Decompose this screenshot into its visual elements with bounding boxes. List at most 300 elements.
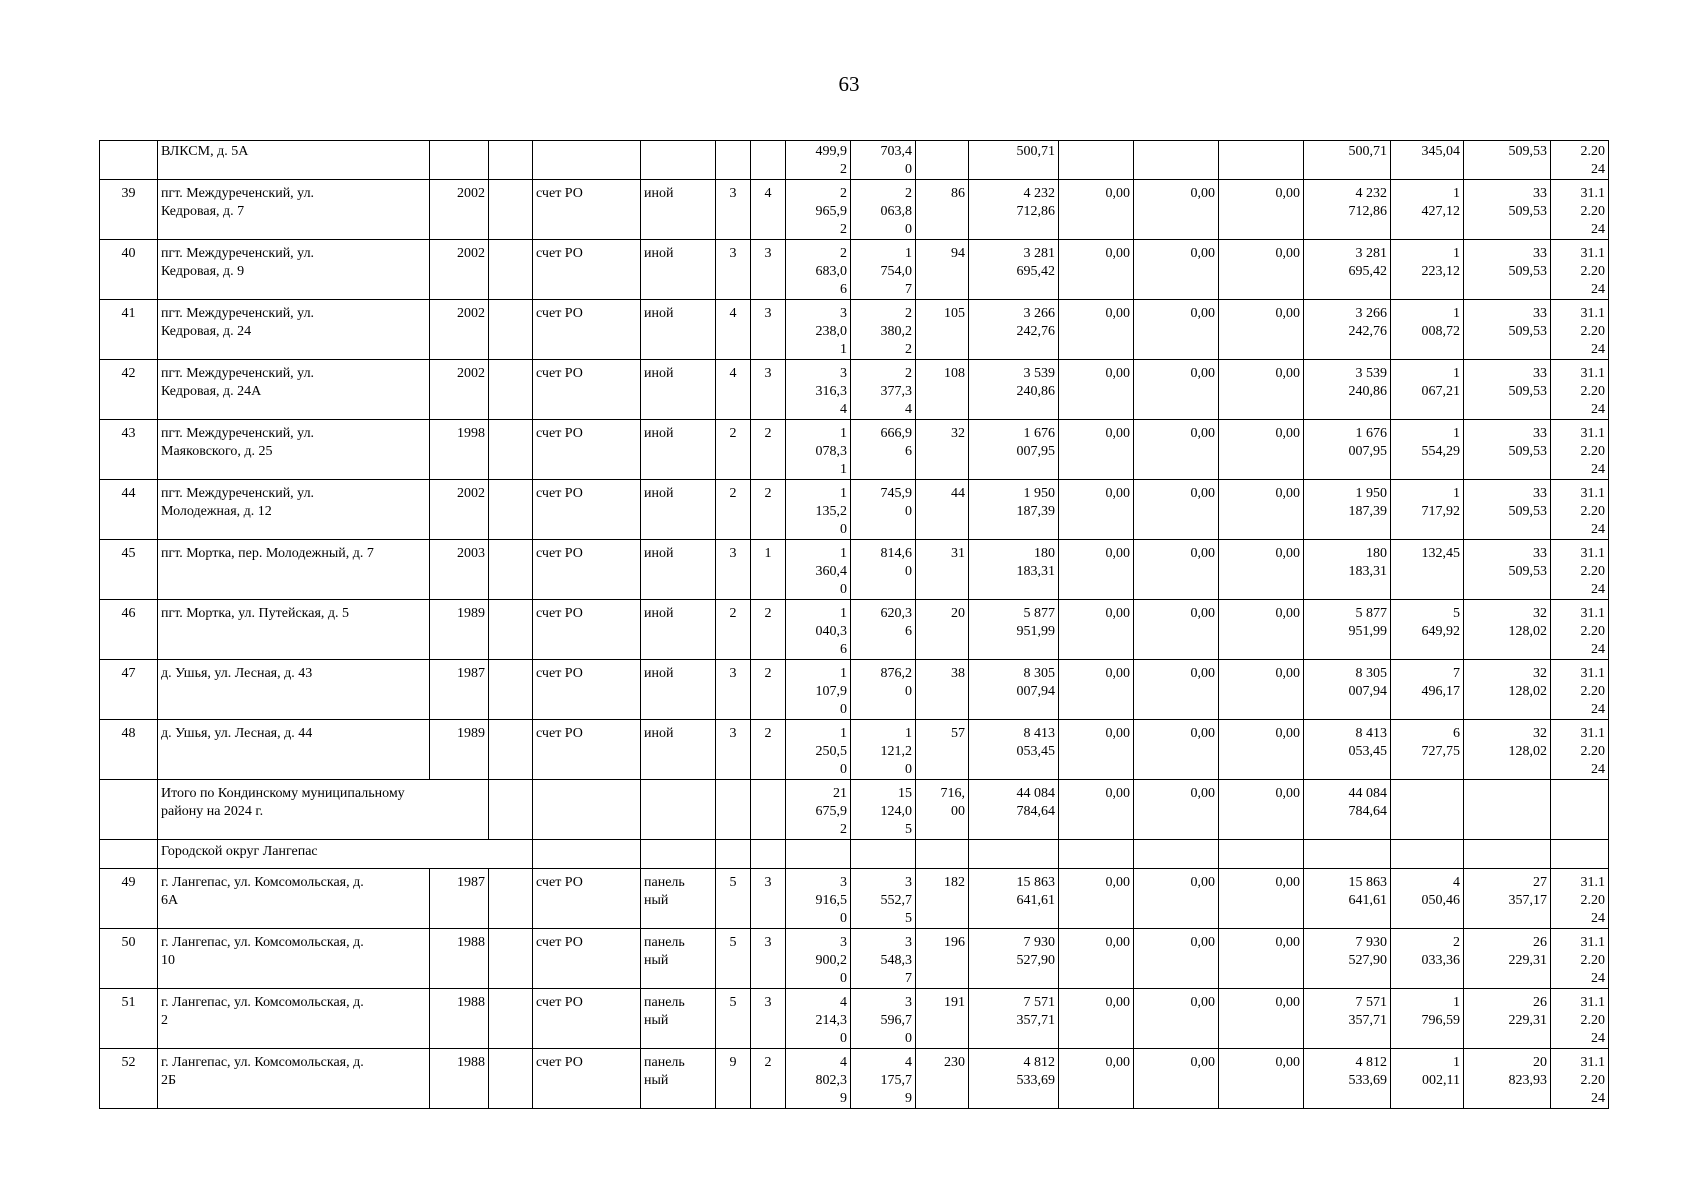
value-cell-c13-line: 0,00 [1190,875,1215,890]
empty-cell [489,300,533,360]
value-cell-c13 [1134,540,1219,600]
value-cell-c8-line: 3 [840,875,847,890]
source-cell-line: счет РО [536,1055,583,1070]
row-number [100,869,158,929]
value-cell-c18-line: 31.1 [1580,486,1605,501]
value-cell-c8-line: 916,5 [815,893,847,908]
value-cell-c11-line: 3 266 [1023,306,1055,321]
value-cell-c10-line: 86 [951,186,965,201]
value-cell-c13 [1134,780,1219,840]
value-cell-c15-line: 533,69 [1348,1073,1387,1088]
value-cell-c13 [1134,141,1219,180]
material-cell-line: иной [644,186,674,201]
empty-cell [751,780,786,840]
value-cell-c18 [1551,660,1609,720]
floors-cell-line: 5 [729,935,737,950]
value-cell-c14-line: 0,00 [1275,606,1300,621]
value-cell-c16 [1391,660,1464,720]
table-row [100,240,1609,300]
value-cell-c13 [1134,929,1219,989]
value-cell-c9-line: 814,6 [880,546,912,561]
entrances-cell [751,989,786,1049]
value-cell-c9-line: 6 [905,444,912,459]
value-cell-c12 [1059,1049,1134,1109]
empty-cell [533,780,641,840]
value-cell-c16 [1391,869,1464,929]
value-cell-c15 [1304,420,1391,480]
address-cell [158,540,430,600]
floors-cell-line: 3 [729,666,737,681]
source-cell-line: счет РО [536,246,583,261]
value-cell-c17-line: 33 [1533,426,1547,441]
value-cell-c14-line: 0,00 [1275,186,1300,201]
address-cell-line: г. Лангепас, ул. Комсомольская, д. [161,875,364,890]
value-cell-c11-line: 784,64 [1016,804,1055,819]
year-cell-line: 1989 [457,726,485,741]
material-cell-line: панель [644,995,685,1010]
value-cell-c15-line: 3 281 [1355,246,1387,261]
value-cell-c16-line: 067,21 [1421,384,1460,399]
value-cell-c9-line: 3 [905,875,912,890]
value-cell-c9-line: 1 [905,726,912,741]
empty-cell [489,720,533,780]
value-cell-c18-line: 2.20 [1580,1013,1605,1028]
value-cell-c13-line: 0,00 [1190,726,1215,741]
empty-cell [969,840,1059,869]
entrances-cell [751,480,786,540]
material-cell [641,1049,716,1109]
value-cell-c12 [1059,141,1134,180]
value-cell-c9 [851,869,916,929]
value-cell-c8-line: 965,9 [815,204,847,219]
value-cell-c14-line: 0,00 [1275,786,1300,801]
value-cell-c18-line: 31.1 [1580,726,1605,741]
value-cell-c15-line: 3 266 [1355,306,1387,321]
address-cell-line: 6А [161,893,179,908]
value-cell-c10-line: 31 [951,546,965,561]
year-cell-line: 2002 [457,246,485,261]
floors-cell [716,720,751,780]
address-cell [158,360,430,420]
year-cell [430,360,489,420]
value-cell-c14-line: 0,00 [1275,726,1300,741]
value-cell-c18-line: 2.20 [1580,204,1605,219]
row-number-line: 42 [121,366,136,381]
value-cell-c9-line: 4 [905,402,912,417]
floors-cell-line: 4 [729,306,737,321]
value-cell-c18-line: 24 [1591,222,1605,237]
value-cell-c10 [916,989,969,1049]
material-cell [641,600,716,660]
floors-cell-line: 2 [729,606,737,621]
row-number-line: 49 [121,875,136,890]
value-cell-c9-line: 0 [905,762,912,777]
value-cell-c8 [786,929,851,989]
value-cell-c13-line: 0,00 [1190,935,1215,950]
year-cell [430,989,489,1049]
empty-cell [1391,780,1464,840]
value-cell-c18 [1551,180,1609,240]
year-cell [430,480,489,540]
value-cell-c18-line: 2.20 [1580,504,1605,519]
entrances-cell-line: 3 [764,366,772,381]
value-cell-c12 [1059,360,1134,420]
value-cell-c11-line: 053,45 [1016,744,1055,759]
row-number-line: 41 [121,306,136,321]
material-cell [641,989,716,1049]
empty-cell [489,989,533,1049]
value-cell-c14 [1219,660,1304,720]
value-cell-c18-line: 31.1 [1580,306,1605,321]
value-cell-c10-line: 716, [940,786,965,801]
material-cell [641,240,716,300]
value-cell-c16-line: 345,04 [1421,144,1460,159]
material-cell-line: ный [644,893,669,908]
value-cell-c11-line: 8 413 [1023,726,1055,741]
value-cell-c14 [1219,300,1304,360]
value-cell-c15-line: 5 877 [1355,606,1387,621]
material-cell-line: иной [644,366,674,381]
value-cell-c8-line: 802,3 [815,1073,847,1088]
floors-cell [716,660,751,720]
value-cell-c16-line: 1 [1453,366,1460,381]
value-cell-c11 [969,300,1059,360]
value-cell-c9-line: 3 [905,935,912,950]
value-cell-c13-line: 0,00 [1190,486,1215,501]
value-cell-c11 [969,180,1059,240]
value-cell-c10 [916,420,969,480]
value-cell-c13 [1134,360,1219,420]
empty-cell [641,840,716,869]
value-cell-c18 [1551,240,1609,300]
value-cell-c14-line: 0,00 [1275,875,1300,890]
year-cell [430,600,489,660]
value-cell-c18-line: 24 [1591,582,1605,597]
section-title [158,840,533,869]
value-cell-c10 [916,720,969,780]
value-cell-c17-line: 509,53 [1508,264,1547,279]
value-cell-c11-line: 641,61 [1016,893,1055,908]
value-cell-c14-line: 0,00 [1275,366,1300,381]
material-cell-line: иной [644,726,674,741]
value-cell-c9-line: 4 [905,1055,912,1070]
floors-cell [716,480,751,540]
entrances-cell-line: 1 [764,546,772,561]
value-cell-c8-line: 040,3 [815,624,847,639]
value-cell-c14 [1219,600,1304,660]
value-cell-c16-line: 6 [1453,726,1460,741]
value-cell-c16-line: 1 [1453,486,1460,501]
value-cell-c14-line: 0,00 [1275,935,1300,950]
value-cell-c17-line: 33 [1533,366,1547,381]
floors-cell-line: 3 [729,726,737,741]
value-cell-c18-line: 2.20 [1580,384,1605,399]
value-cell-c17-line: 26 [1533,935,1547,950]
source-cell [533,180,641,240]
value-cell-c10 [916,929,969,989]
value-cell-c11 [969,141,1059,180]
value-cell-c17 [1464,989,1551,1049]
value-cell-c8-line: 2 [840,162,847,177]
value-cell-c18 [1551,600,1609,660]
empty-cell [786,840,851,869]
source-cell-line: счет РО [536,366,583,381]
entrances-cell-line: 3 [764,935,772,950]
value-cell-c18 [1551,540,1609,600]
value-cell-c15-line: 187,39 [1348,504,1387,519]
address-cell-line: пгт. Мортка, ул. Путейская, д. 5 [161,606,350,621]
value-cell-c12-line: 0,00 [1105,246,1130,261]
value-cell-c9-line: 2 [905,342,912,357]
year-cell-line: 2002 [457,186,485,201]
value-cell-c15-line: 4 812 [1355,1055,1387,1070]
value-cell-c18-line: 24 [1591,702,1605,717]
year-cell [430,720,489,780]
empty-cell [1391,840,1464,869]
value-cell-c9-line: 596,7 [880,1013,912,1028]
year-cell-line: 1987 [457,666,485,681]
value-cell-c17-line: 509,53 [1508,204,1547,219]
value-cell-c9-line: 5 [905,911,912,926]
year-cell-line: 1998 [457,426,485,441]
value-cell-c18-line: 24 [1591,1031,1605,1046]
address-cell-line: пгт. Междуреченский, ул. [161,366,315,381]
value-cell-c17 [1464,720,1551,780]
value-cell-c11-line: 712,86 [1016,204,1055,219]
value-cell-c8-line: 900,2 [815,953,847,968]
value-cell-c14 [1219,540,1304,600]
material-cell-line: иной [644,486,674,501]
value-cell-c8-line: 2 [840,186,847,201]
value-cell-c16-line: 050,46 [1421,893,1460,908]
floors-cell [716,420,751,480]
value-cell-c12 [1059,720,1134,780]
value-cell-c9-line: 124,0 [880,804,912,819]
floors-cell [716,869,751,929]
source-cell [533,420,641,480]
value-cell-c17-line: 33 [1533,486,1547,501]
empty-cell [851,840,916,869]
empty-cell [533,141,641,180]
value-cell-c18-line: 2.20 [1580,564,1605,579]
value-cell-c17-line: 27 [1533,875,1547,890]
material-cell-line: иной [644,666,674,681]
value-cell-c18-line: 2.20 [1580,324,1605,339]
address-cell-line: д. Ушья, ул. Лесная, д. 43 [161,666,313,681]
empty-cell [489,869,533,929]
year-cell-line: 1988 [457,1055,485,1070]
value-cell-c15-line: 641,61 [1348,893,1387,908]
value-cell-c11 [969,600,1059,660]
value-cell-c10 [916,660,969,720]
value-cell-c8-line: 3 [840,935,847,950]
material-cell-line: иной [644,546,674,561]
value-cell-c9-line: 666,9 [880,426,912,441]
value-cell-c13 [1134,720,1219,780]
value-cell-c10 [916,480,969,540]
value-cell-c17-line: 229,31 [1508,1013,1547,1028]
value-cell-c8-line: 360,4 [815,564,847,579]
empty-cell [489,180,533,240]
row-number [100,420,158,480]
value-cell-c14 [1219,1049,1304,1109]
value-cell-c12-line: 0,00 [1105,486,1130,501]
value-cell-c11 [969,480,1059,540]
source-cell [533,540,641,600]
value-cell-c10 [916,869,969,929]
empty-cell [489,420,533,480]
source-cell-line: счет РО [536,935,583,950]
empty-cell [641,780,716,840]
floors-cell [716,180,751,240]
total-label [158,780,489,840]
value-cell-c9-line: 063,8 [880,204,912,219]
value-cell-c15-line: 242,76 [1348,324,1387,339]
value-cell-c14-line: 0,00 [1275,1055,1300,1070]
value-cell-c11-line: 240,86 [1016,384,1055,399]
value-cell-c16 [1391,1049,1464,1109]
year-cell-line: 1987 [457,875,485,890]
row-number [100,1049,158,1109]
value-cell-c12 [1059,240,1134,300]
value-cell-c14 [1219,869,1304,929]
empty-cell [1464,840,1551,869]
total-label-line: району на 2024 г. [161,804,264,819]
value-cell-c15-line: 7 571 [1355,995,1387,1010]
value-cell-c9-line: 703,4 [880,144,912,159]
table-row-total [100,780,1609,840]
value-cell-c8 [786,989,851,1049]
value-cell-c8-line: 2 [840,246,847,261]
value-cell-c13-line: 0,00 [1190,366,1215,381]
value-cell-c14 [1219,360,1304,420]
table-row [100,660,1609,720]
value-cell-c15 [1304,600,1391,660]
address-cell-line: 10 [161,953,175,968]
value-cell-c17-line: 32 [1533,726,1547,741]
value-cell-c11-line: 183,31 [1016,564,1055,579]
value-cell-c10 [916,360,969,420]
value-cell-c18-line: 24 [1591,971,1605,986]
empty-cell [751,840,786,869]
value-cell-c15 [1304,1049,1391,1109]
row-number [100,720,158,780]
value-cell-c11 [969,540,1059,600]
empty-cell [489,600,533,660]
table-row [100,1049,1609,1109]
value-cell-c13 [1134,989,1219,1049]
row-number [100,840,158,869]
value-cell-c12-line: 0,00 [1105,1055,1130,1070]
table-row [100,600,1609,660]
value-cell-c18 [1551,141,1609,180]
value-cell-c8-line: 675,9 [815,804,847,819]
value-cell-c14 [1219,780,1304,840]
row-number [100,660,158,720]
table-row-continuation [100,141,1609,180]
value-cell-c8-line: 107,9 [815,684,847,699]
value-cell-c15-line: 007,94 [1348,684,1387,699]
source-cell [533,869,641,929]
value-cell-c9-line: 745,9 [880,486,912,501]
entrances-cell-line: 2 [764,486,772,501]
value-cell-c9-line: 0 [905,1031,912,1046]
material-cell [641,420,716,480]
empty-cell [1059,840,1134,869]
source-cell [533,1049,641,1109]
value-cell-c16-line: 1 [1453,186,1460,201]
value-cell-c9 [851,420,916,480]
row-number [100,989,158,1049]
value-cell-c11-line: 7 571 [1023,995,1055,1010]
value-cell-c14-line: 0,00 [1275,306,1300,321]
address-cell-line: 2 [161,1013,168,1028]
year-cell-line: 1988 [457,995,485,1010]
value-cell-c12-line: 0,00 [1105,306,1130,321]
value-cell-c18-line: 31.1 [1580,606,1605,621]
empty-cell [489,929,533,989]
value-cell-c10-line: 57 [951,726,965,741]
value-cell-c8 [786,480,851,540]
value-cell-c16-line: 554,29 [1421,444,1460,459]
table-row [100,360,1609,420]
floors-cell-line: 2 [729,426,737,441]
value-cell-c9 [851,480,916,540]
address-cell-line: пгт. Междуреченский, ул. [161,306,315,321]
value-cell-c12-line: 0,00 [1105,426,1130,441]
material-cell-line: иной [644,606,674,621]
value-cell-c16 [1391,989,1464,1049]
floors-cell [716,1049,751,1109]
source-cell [533,600,641,660]
value-cell-c8-line: 214,3 [815,1013,847,1028]
value-cell-c13-line: 0,00 [1190,786,1215,801]
value-cell-c16-line: 223,12 [1421,264,1460,279]
value-cell-c9-line: 2 [905,306,912,321]
source-cell [533,360,641,420]
value-cell-c15 [1304,540,1391,600]
value-cell-c10 [916,240,969,300]
value-cell-c18-line: 31.1 [1580,546,1605,561]
value-cell-c15 [1304,720,1391,780]
value-cell-c9-line: 548,3 [880,953,912,968]
empty-cell [1304,840,1391,869]
value-cell-c8-line: 683,0 [815,264,847,279]
value-cell-c8-line: 0 [840,582,847,597]
value-cell-c18-line: 24 [1591,342,1605,357]
value-cell-c10 [916,300,969,360]
value-cell-c8 [786,420,851,480]
value-cell-c9-line: 0 [905,684,912,699]
value-cell-c15-line: 500,71 [1348,144,1387,159]
source-cell-line: счет РО [536,666,583,681]
source-cell [533,660,641,720]
source-cell [533,989,641,1049]
address-cell-line: пгт. Междуреченский, ул. [161,186,315,201]
value-cell-c10 [916,180,969,240]
material-cell [641,869,716,929]
value-cell-c14 [1219,480,1304,540]
value-cell-c15 [1304,869,1391,929]
source-cell-line: счет РО [536,726,583,741]
value-cell-c10-line: 191 [944,995,965,1010]
value-cell-c18-line: 31.1 [1580,666,1605,681]
value-cell-c17-line: 32 [1533,606,1547,621]
value-cell-c17 [1464,480,1551,540]
value-cell-c12-line: 0,00 [1105,186,1130,201]
empty-cell [489,240,533,300]
value-cell-c11-line: 007,94 [1016,684,1055,699]
